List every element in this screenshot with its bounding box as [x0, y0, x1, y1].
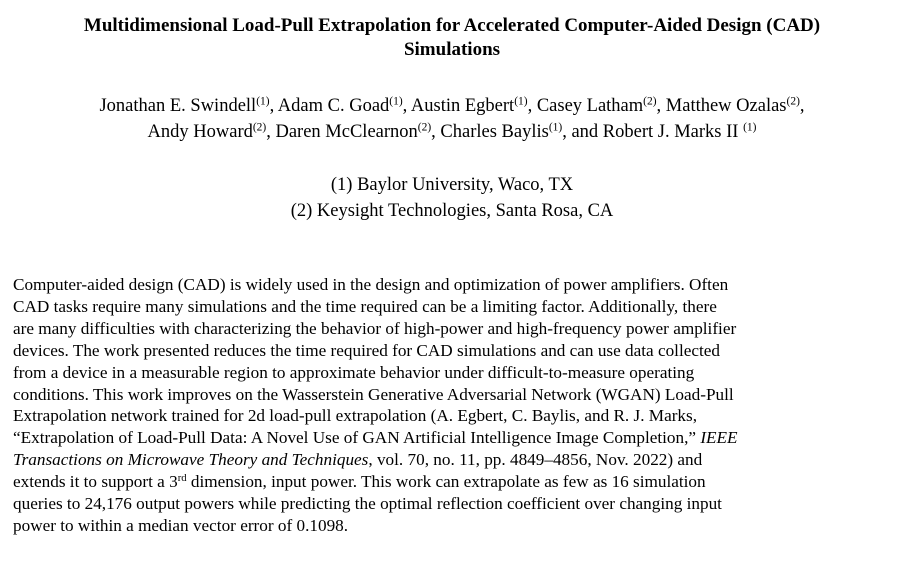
abstract-line: Extrapolation network trained for 2d load-pull extrapolation (A. Egbert, C. Baylis, and R. J. Marks, [13, 406, 698, 426]
abstract-line: power to within a median vector error of 0.1098. [13, 515, 349, 535]
author-name: Robert J. Marks II [602, 122, 739, 142]
author-name: Jonathan E. Swindell [99, 96, 257, 116]
affiliation-1: (1) Baylor University, Waco, TX [330, 175, 574, 195]
author-affil-mark: (1) [548, 121, 563, 134]
author-name: Daren McClearnon [275, 122, 418, 142]
title-line-1: Multidimensional Load-Pull Extrapolation for Accelerated Computer-Aided Design (CAD) [83, 15, 821, 36]
author-affil-mark: (1) [514, 95, 528, 108]
author-affil-mark: (2) [643, 95, 657, 108]
citation-text: “Extrapolation of Load-Pull Data: A Novel Use of GAN Artificial Intelligence Image Completion,” [13, 428, 697, 448]
abstract-line: Computer-aided design (CAD) is widely used in the design and optimization of power amplifiers. Often [13, 275, 729, 294]
abstract-line: queries to 24,176 output powers while predicting the optimal reflection coefficient over changing input [13, 494, 722, 514]
author-name: Casey Latham [536, 96, 644, 116]
author-affil-mark: (1) [389, 95, 403, 108]
author-name: Adam C. Goad [277, 96, 390, 116]
author-name: Matthew Ozalas [665, 96, 787, 116]
author-name: Andy Howard [147, 122, 253, 142]
abstract-line: CAD tasks require many simulations and the time required can be a limiting factor. Additionally, there [13, 296, 717, 316]
title-line-2: Simulations [403, 39, 501, 60]
abstract-line: extends it to support a 3rd dimension, input power. This work can extrapolate as few as 16 simulation [13, 472, 706, 492]
abstract-line: from a device in a measurable region to approximate behavior under difficult-to-measure operating [13, 362, 695, 382]
author-line-2: Andy Howard$^{(2)}$, Daren McClearnon$^{(2)}$, Charles Baylis$^{(1)}$, and Robert J. Marks II $^{(1)}$ [147, 121, 757, 142]
abstract-line [13, 427, 898, 449]
author-name: Charles Baylis [440, 122, 549, 142]
affiliation-2: (2) Keysight Technologies, Santa Rosa, CA [290, 201, 614, 221]
abstract-line: devices. The work presented reduces the time required for CAD simulations and can use data collected [13, 340, 720, 360]
journal-name-part: IEEE [700, 428, 738, 448]
author-list [0, 93, 904, 145]
author-affil-mark: (1) [256, 95, 270, 108]
author-affil-mark: (2) [417, 121, 432, 134]
author-affil-mark: (1) [743, 121, 757, 134]
author-affil-mark: (2) [786, 95, 800, 108]
abstract [13, 274, 898, 537]
author-affil-mark: (2) [252, 121, 267, 134]
abstract-line: Transactions on Microwave Theory and Techniques, vol. 70, no. 11, pp. 4849–4856, Nov. 2022) and [13, 450, 703, 470]
affiliations [0, 172, 904, 224]
abstract-line: conditions. This work improves on the Wasserstein Generative Adversarial Network (WGAN) Load-Pull [13, 384, 734, 404]
abstract-line: are many difficulties with characterizing the behavior of high-power and high-frequency power amplifier [13, 318, 737, 338]
author-line-1: Jonathan E. Swindell$^{(1)}$, Adam C. Goad$^{(1)}$, Austin Egbert$^{(1)}$, Casey Latham$^{(2)}$, Matthew Ozalas$^{(2)}$, [99, 95, 805, 116]
journal-name-part: Transactions on Microwave Theory and Techniques [13, 450, 369, 470]
ordinal-suffix: rd [177, 473, 187, 485]
author-name: Austin Egbert [410, 96, 515, 116]
paper-title [0, 14, 904, 62]
